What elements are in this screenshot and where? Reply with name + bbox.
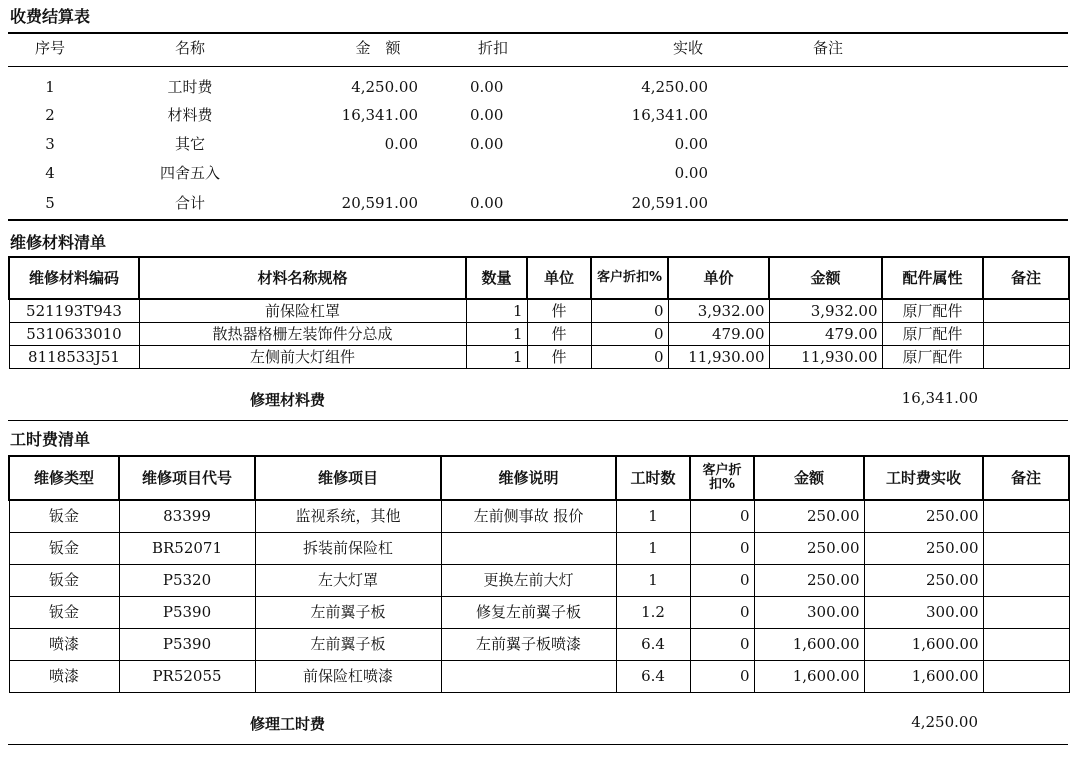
cell-discount: 0 [690, 565, 754, 597]
table-row [9, 661, 1069, 693]
materials-subtotal-label: 修理材料费 [250, 391, 326, 409]
labor-header-row [9, 456, 1069, 500]
cell-attr: 原厂配件 [882, 323, 983, 346]
divider [8, 219, 1068, 221]
cell-hours: 6.4 [616, 661, 690, 693]
cell-amount: 11,930.00 [769, 346, 882, 369]
header-amount: 金额 [754, 456, 864, 500]
cell-actual: 250.00 [864, 500, 983, 533]
header-note: 备注 [983, 257, 1069, 299]
header-qty: 数量 [466, 257, 527, 299]
cell-qty: 1 [466, 346, 527, 369]
cell-item: 左前翼子板 [255, 629, 441, 661]
cell-item: 拆装前保险杠 [255, 533, 441, 565]
cell-code: 83399 [119, 500, 255, 533]
cell-desc: 修复左前翼子板 [441, 597, 616, 629]
header-unit: 单位 [527, 257, 591, 299]
row-name: 四舍五入 [159, 164, 220, 182]
cell-unit: 件 [527, 323, 591, 346]
cell-amount: 250.00 [754, 500, 864, 533]
divider [8, 420, 1068, 421]
settlement-title: 收费结算表 [10, 7, 91, 26]
header-note: 备注 [983, 456, 1069, 500]
header-item: 维修项目 [255, 456, 441, 500]
header-attr: 配件属性 [882, 257, 983, 299]
header-actual: 工时费实收 [864, 456, 983, 500]
cell-desc [441, 533, 616, 565]
cell-price: 479.00 [668, 323, 769, 346]
labor-subtotal-value: 4,250.00 [911, 713, 978, 731]
cell-unit: 件 [527, 299, 591, 323]
row-actual: 20,591.00 [631, 194, 708, 212]
cell-discount: 0 [591, 323, 668, 346]
row-amount: 20,591.00 [341, 194, 418, 212]
cell-name: 散热器格栅左装饰件分总成 [139, 323, 466, 346]
row-discount: 0.00 [470, 106, 504, 124]
cell-code: P5390 [119, 629, 255, 661]
table-row [9, 533, 1069, 565]
materials-table [8, 256, 1070, 369]
settlement-row [8, 159, 1068, 187]
cell-amount: 300.00 [754, 597, 864, 629]
cell-actual: 300.00 [864, 597, 983, 629]
cell-note [983, 629, 1069, 661]
cell-note [983, 565, 1069, 597]
row-no: 4 [45, 164, 55, 182]
cell-desc: 更换左前大灯 [441, 565, 616, 597]
cell-note [983, 661, 1069, 693]
row-amount: 16,341.00 [341, 106, 418, 124]
cell-actual: 250.00 [864, 533, 983, 565]
cell-discount: 0 [591, 299, 668, 323]
cell-discount: 0 [690, 629, 754, 661]
cell-actual: 1,600.00 [864, 661, 983, 693]
cell-desc: 左前翼子板喷漆 [441, 629, 616, 661]
header-code: 维修项目代号 [119, 456, 255, 500]
settlement-row [8, 73, 1068, 101]
row-name: 合计 [174, 194, 205, 212]
table-row [9, 299, 1069, 323]
cell-hours: 1 [616, 565, 690, 597]
header-discount: 客户折扣% [690, 456, 754, 500]
cell-type: 喷漆 [9, 629, 119, 661]
header-name: 材料名称规格 [139, 257, 466, 299]
cell-item: 左大灯罩 [255, 565, 441, 597]
cell-hours: 1.2 [616, 597, 690, 629]
cell-item: 左前翼子板 [255, 597, 441, 629]
cell-type: 喷漆 [9, 661, 119, 693]
cell-discount: 0 [591, 346, 668, 369]
cell-code: P5390 [119, 597, 255, 629]
table-row [9, 597, 1069, 629]
settlement-row [8, 130, 1068, 158]
header-discount: 客户折扣% [591, 257, 668, 299]
cell-hours: 1 [616, 500, 690, 533]
header-note: 备注 [812, 39, 843, 57]
cell-note [983, 500, 1069, 533]
row-amount: 4,250.00 [351, 78, 418, 96]
settlement-row [8, 189, 1068, 217]
header-type: 维修类型 [9, 456, 119, 500]
cell-type: 钣金 [9, 533, 119, 565]
header-code: 维修材料编码 [9, 257, 139, 299]
row-no: 2 [45, 106, 55, 124]
cell-desc [441, 661, 616, 693]
cell-attr: 原厂配件 [882, 346, 983, 369]
cell-code: BR52071 [119, 533, 255, 565]
cell-type: 钣金 [9, 500, 119, 533]
divider [8, 66, 1068, 67]
materials-title: 维修材料清单 [10, 233, 107, 252]
cell-discount: 0 [690, 597, 754, 629]
header-desc: 维修说明 [441, 456, 616, 500]
table-row [9, 323, 1069, 346]
cell-note [983, 597, 1069, 629]
labor-title: 工时费清单 [10, 430, 91, 449]
cell-type: 钣金 [9, 565, 119, 597]
cell-code: 8118533J51 [9, 346, 139, 369]
header-amount: 金额 [769, 257, 882, 299]
row-actual: 16,341.00 [631, 106, 708, 124]
cell-note [983, 323, 1069, 346]
cell-discount: 0 [690, 500, 754, 533]
cell-price: 11,930.00 [668, 346, 769, 369]
cell-note [983, 533, 1069, 565]
cell-amount: 3,932.00 [769, 299, 882, 323]
cell-amount: 1,600.00 [754, 661, 864, 693]
cell-code: PR52055 [119, 661, 255, 693]
labor-table [8, 455, 1070, 693]
row-name: 其它 [174, 135, 205, 153]
row-amount: 0.00 [384, 135, 418, 153]
table-row [9, 629, 1069, 661]
row-actual: 0.00 [674, 135, 708, 153]
cell-discount: 0 [690, 533, 754, 565]
header-discount: 折扣 [478, 39, 509, 57]
table-row [9, 565, 1069, 597]
cell-qty: 1 [466, 299, 527, 323]
cell-code: 5310633010 [9, 323, 139, 346]
cell-name: 前保险杠罩 [139, 299, 466, 323]
cell-hours: 1 [616, 533, 690, 565]
cell-note [983, 346, 1069, 369]
cell-type: 钣金 [9, 597, 119, 629]
cell-item: 前保险杠喷漆 [255, 661, 441, 693]
cell-amount: 250.00 [754, 533, 864, 565]
row-discount: 0.00 [470, 78, 504, 96]
row-actual: 4,250.00 [641, 78, 708, 96]
materials-subtotal-value: 16,341.00 [901, 389, 978, 407]
cell-unit: 件 [527, 346, 591, 369]
header-actual: 实收 [672, 39, 703, 57]
row-name: 工时费 [167, 78, 213, 96]
cell-amount: 1,600.00 [754, 629, 864, 661]
row-discount: 0.00 [470, 135, 504, 153]
cell-actual: 1,600.00 [864, 629, 983, 661]
row-no: 3 [45, 135, 55, 153]
labor-subtotal-label: 修理工时费 [250, 715, 326, 733]
row-no: 5 [45, 194, 55, 212]
cell-name: 左侧前大灯组件 [139, 346, 466, 369]
cell-note [983, 299, 1069, 323]
settlement-header [8, 34, 1068, 62]
cell-price: 3,932.00 [668, 299, 769, 323]
header-amount: 金 额 [355, 39, 401, 57]
cell-discount: 0 [690, 661, 754, 693]
row-no: 1 [45, 78, 55, 96]
materials-header-row [9, 257, 1069, 299]
cell-amount: 479.00 [769, 323, 882, 346]
settlement-row [8, 101, 1068, 129]
cell-desc: 左前侧事故 报价 [441, 500, 616, 533]
cell-code: P5320 [119, 565, 255, 597]
cell-amount: 250.00 [754, 565, 864, 597]
cell-attr: 原厂配件 [882, 299, 983, 323]
cell-actual: 250.00 [864, 565, 983, 597]
header-name: 名称 [174, 39, 205, 57]
row-actual: 0.00 [674, 164, 708, 182]
divider [8, 744, 1068, 745]
row-name: 材料费 [167, 106, 213, 124]
cell-item: 监视系统，其他 [255, 500, 441, 533]
header-hours: 工时数 [616, 456, 690, 500]
table-row [9, 346, 1069, 369]
cell-hours: 6.4 [616, 629, 690, 661]
header-no: 序号 [34, 39, 65, 57]
row-discount: 0.00 [470, 194, 504, 212]
cell-qty: 1 [466, 323, 527, 346]
table-row [9, 500, 1069, 533]
header-price: 单价 [668, 257, 769, 299]
cell-code: 521193T943 [9, 299, 139, 323]
